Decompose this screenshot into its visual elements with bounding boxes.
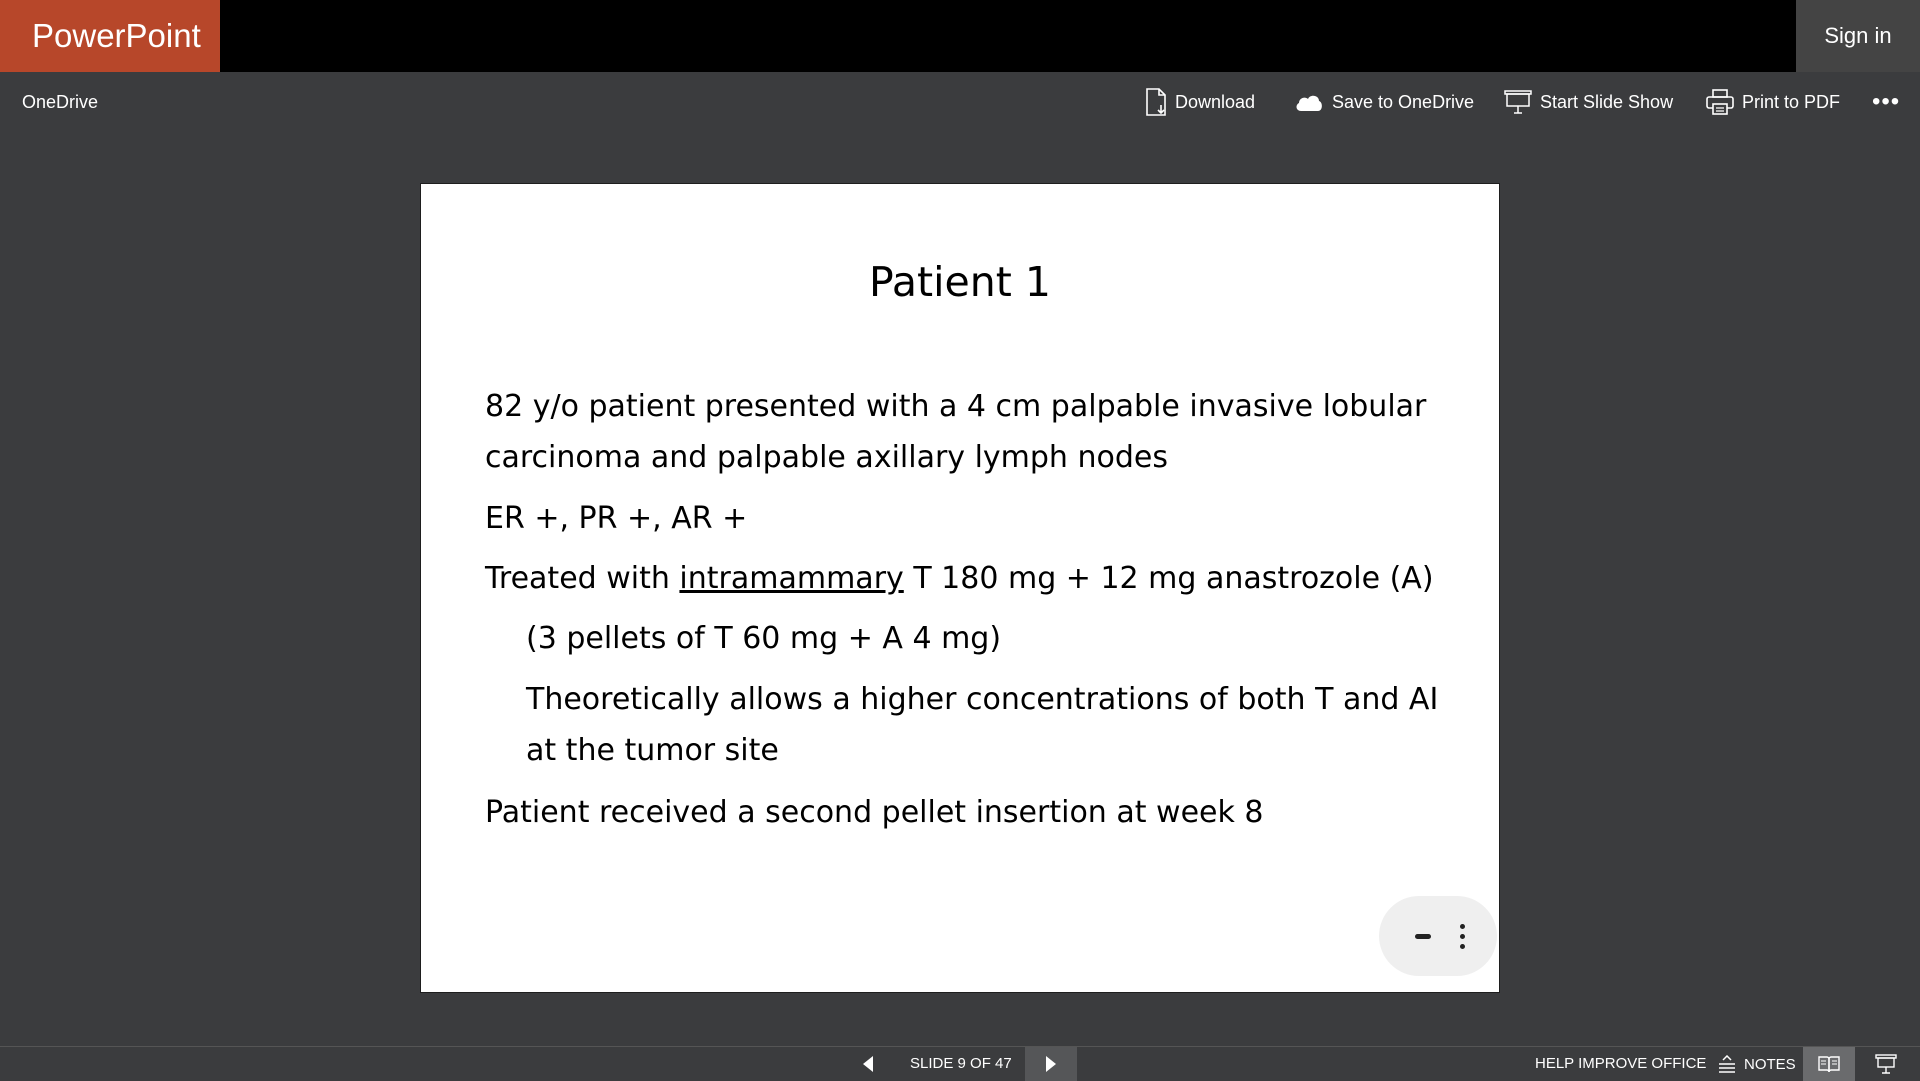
projector-icon <box>1504 89 1532 115</box>
notes-button[interactable] <box>1718 1047 1796 1081</box>
presentation-icon <box>1875 1054 1897 1074</box>
previous-slide-button[interactable] <box>856 1047 880 1081</box>
slide-bullet-line <box>485 553 1434 604</box>
slide-bullet-line: Patient received a second pellet insertion at week 8 <box>485 795 1264 830</box>
vertical-more-icon[interactable] <box>1460 924 1466 950</box>
slide-sub-bullet-line: (3 pellets of T 60 mg + A 4 mg) <box>526 621 1002 656</box>
printer-icon <box>1706 89 1734 115</box>
slide-bullet-line: carcinoma and palpable axillary lymph nodes <box>485 440 1168 475</box>
slide-text-run: T 180 mg + 12 mg anastrozole (A) <box>903 561 1434 596</box>
sign-in-button[interactable]: Sign in <box>1796 0 1920 72</box>
underlined-term: intramammary <box>679 561 904 596</box>
slide-title: Patient 1 <box>869 258 1051 306</box>
print-to-pdf-label: Print to PDF <box>1742 91 1841 112</box>
slide-show-view-button[interactable] <box>1862 1047 1910 1081</box>
title-bar <box>0 0 1920 72</box>
command-toolbar <box>0 72 1920 132</box>
slide-floating-controls <box>1379 896 1497 976</box>
download-button[interactable] <box>1145 72 1255 132</box>
app-brand[interactable]: PowerPoint <box>0 0 220 72</box>
notes-icon <box>1718 1055 1736 1073</box>
onedrive-link[interactable]: OneDrive <box>22 92 99 112</box>
cloud-icon <box>1294 91 1324 113</box>
more-icon: ••• <box>1872 88 1901 115</box>
book-icon <box>1818 1055 1840 1073</box>
slide-bullet-line: ER +, PR +, AR + <box>485 501 748 536</box>
slide-text-run: Treated with <box>485 561 680 596</box>
start-slide-show-label: Start Slide Show <box>1540 91 1674 112</box>
next-slide-button[interactable] <box>1025 1047 1077 1081</box>
print-to-pdf-button[interactable] <box>1706 72 1840 132</box>
save-to-onedrive-label: Save to OneDrive <box>1332 91 1475 112</box>
save-to-onedrive-button[interactable] <box>1294 72 1474 132</box>
help-improve-office-link[interactable]: HELP IMPROVE OFFICE <box>1535 1055 1707 1072</box>
triangle-left-icon <box>863 1056 873 1072</box>
notes-label: NOTES <box>1744 1055 1796 1073</box>
minimize-icon[interactable] <box>1415 934 1431 939</box>
slide-sub-bullet-line: at the tumor site <box>526 733 779 768</box>
slide-counter: SLIDE 9 OF 47 <box>910 1055 1012 1072</box>
document-download-icon <box>1145 88 1167 116</box>
triangle-right-icon <box>1046 1056 1056 1072</box>
reading-view-button[interactable] <box>1803 1047 1855 1081</box>
more-options-button[interactable] <box>1872 72 1900 132</box>
status-bar <box>0 1046 1920 1080</box>
start-slide-show-button[interactable] <box>1504 72 1673 132</box>
slide-canvas <box>420 183 1500 993</box>
slide-bullet-line: 82 y/o patient presented with a 4 cm palpable invasive lobular <box>485 389 1427 424</box>
download-label: Download <box>1175 91 1256 112</box>
slide-sub-bullet-line: Theoretically allows a higher concentrations of both T and AI <box>526 682 1439 717</box>
